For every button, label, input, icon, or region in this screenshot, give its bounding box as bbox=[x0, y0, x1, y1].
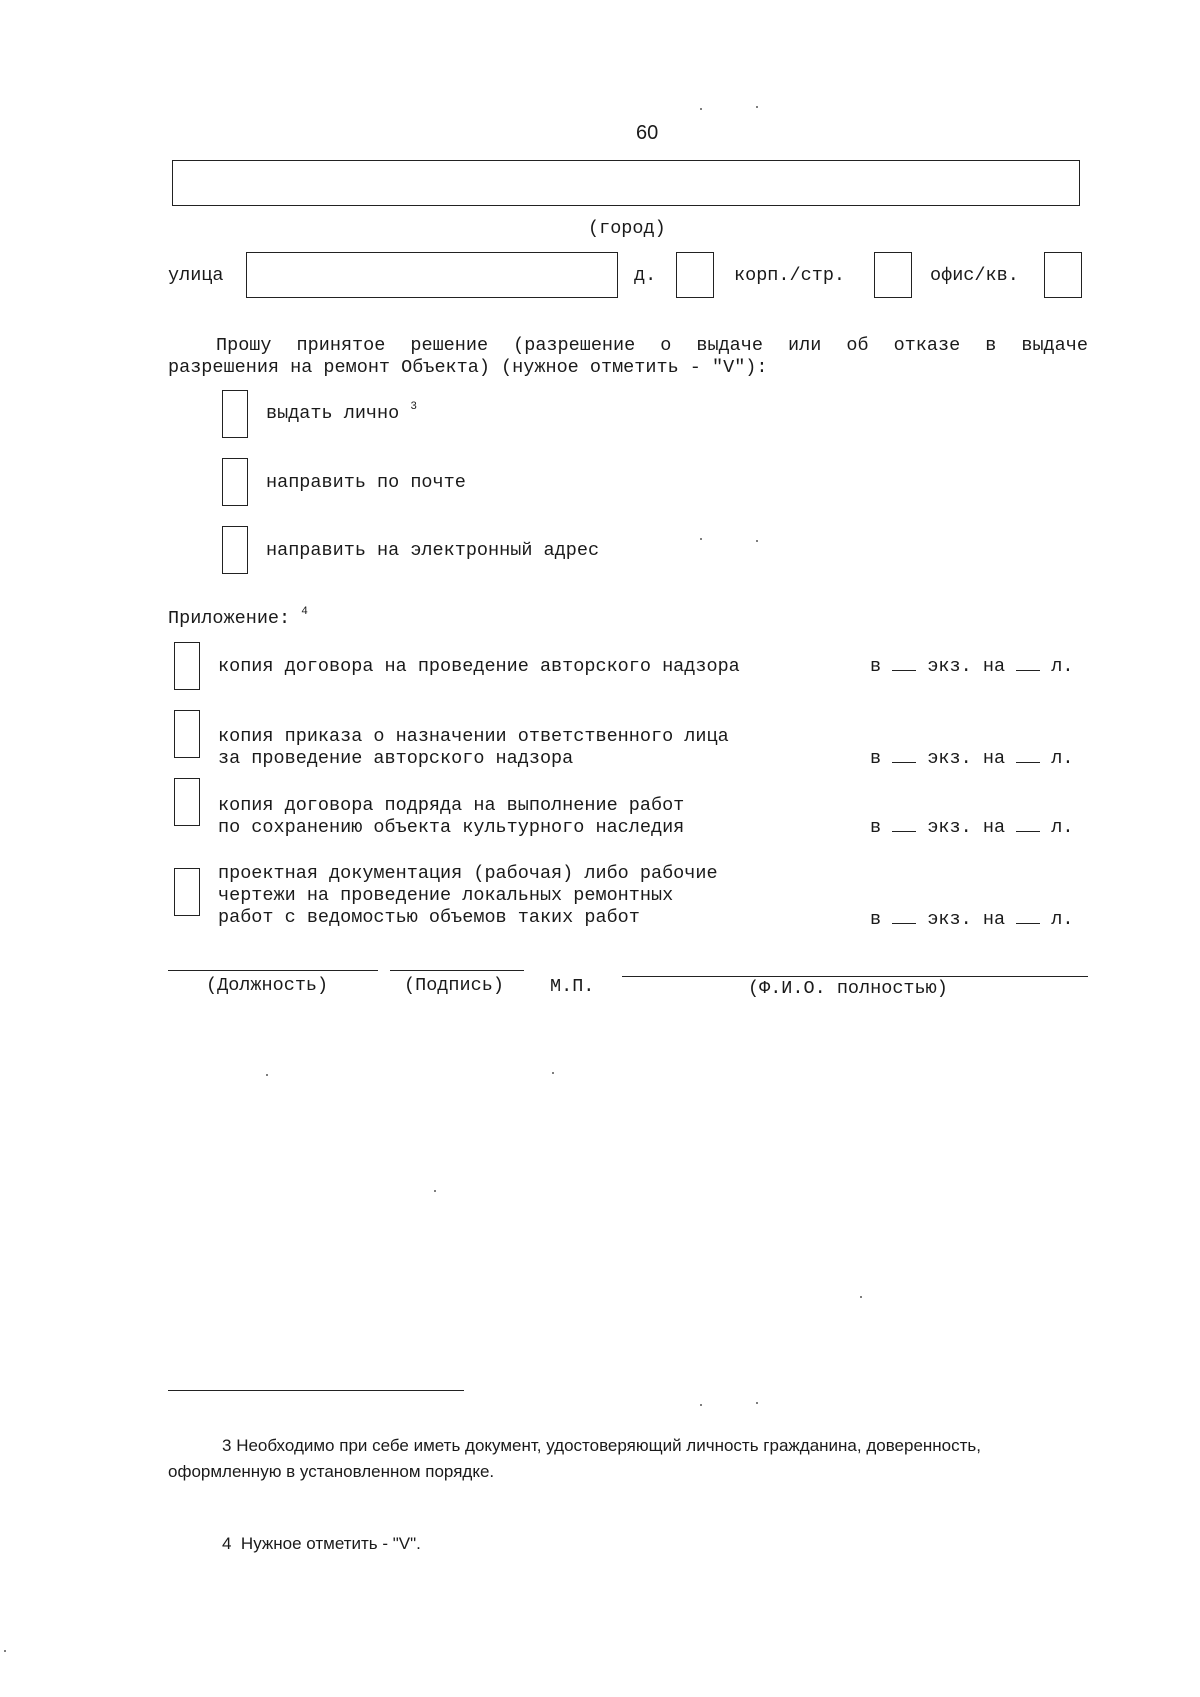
signature-line bbox=[390, 970, 524, 971]
footnote-ref-4: 4 bbox=[301, 606, 308, 618]
appendix-item-2-line-1: копия приказа о назначении ответственного лица bbox=[218, 726, 729, 747]
appendix-item-4-line-2: чертежи на проведение локальных ремонтных bbox=[218, 885, 674, 906]
footnote-text: Необходимо при себе иметь документ, удостоверяющий личность гражданина, доверенность, bbox=[236, 1436, 981, 1455]
request-word: выдаче bbox=[696, 335, 763, 356]
option-checkbox-in-person[interactable] bbox=[222, 390, 248, 438]
office-field[interactable] bbox=[1044, 252, 1082, 298]
scan-speck bbox=[700, 1404, 702, 1406]
scan-speck bbox=[434, 1190, 436, 1192]
appendix-item-1-count: в экз. на л. bbox=[870, 656, 1074, 677]
footnote-number: 3 bbox=[222, 1436, 232, 1455]
scan-speck bbox=[860, 1296, 862, 1298]
appendix-item-1-line-1: копия договора на проведение авторского надзора bbox=[218, 656, 740, 677]
scan-speck bbox=[552, 1072, 554, 1074]
full-name-caption: (Ф.И.О. полностью) bbox=[748, 978, 948, 999]
scan-speck bbox=[756, 1402, 758, 1404]
appendix-item-4-count: в экз. на л. bbox=[870, 909, 1074, 930]
footnote-3 bbox=[222, 1436, 981, 1456]
appendix-item-4-line-3: работ с ведомостью объемов таких работ bbox=[218, 907, 640, 928]
house-field[interactable] bbox=[676, 252, 714, 298]
appendix-checkbox-3[interactable] bbox=[174, 778, 200, 826]
request-word: о bbox=[660, 335, 672, 356]
appendix-item-3-count: в экз. на л. bbox=[870, 817, 1074, 838]
building-field[interactable] bbox=[874, 252, 912, 298]
appendix-item-2-count: в экз. на л. bbox=[870, 748, 1074, 769]
city-caption: (город) bbox=[588, 218, 666, 239]
request-word: отказе bbox=[893, 335, 961, 356]
request-word: решение bbox=[410, 335, 489, 356]
office-label: офис/кв. bbox=[930, 265, 1019, 286]
footnote-text: Нужное отметить - "V". bbox=[240, 1534, 421, 1553]
page-number: 60 bbox=[636, 122, 659, 144]
appendix-item-3-line-2: по сохранению объекта культурного наследия bbox=[218, 817, 685, 838]
street-field[interactable] bbox=[246, 252, 618, 298]
footnote-3-continued: оформленную в установленном порядке. bbox=[168, 1462, 495, 1481]
scan-speck bbox=[266, 1074, 268, 1076]
request-word: в bbox=[985, 335, 997, 356]
request-word: (разрешение bbox=[513, 335, 636, 356]
position-caption: (Должность) bbox=[206, 975, 329, 996]
footnote-ref-3: 3 bbox=[410, 401, 417, 413]
stamp-caption: М.П. bbox=[550, 976, 595, 997]
city-field[interactable] bbox=[172, 160, 1080, 206]
scan-speck bbox=[700, 108, 702, 110]
option-label-email: направить на электронный адрес bbox=[266, 540, 600, 561]
option-checkbox-email[interactable] bbox=[222, 526, 248, 574]
option-label-in-person: выдать лично $^3$ bbox=[266, 401, 417, 424]
request-line-2: разрешения на ремонт Объекта) (нужное отметить - "V"): bbox=[168, 357, 768, 378]
scan-speck bbox=[756, 540, 758, 542]
appendix-item-3-line-1: копия договора подряда на выполнение работ bbox=[218, 795, 685, 816]
request-word: принятое bbox=[296, 335, 386, 356]
position-line bbox=[168, 970, 378, 971]
request-line-1 bbox=[216, 335, 1088, 356]
building-label: корп./стр. bbox=[734, 265, 846, 286]
request-word: об bbox=[846, 335, 869, 356]
appendix-item-2-line-2: за проведение авторского надзора bbox=[218, 748, 574, 769]
appendix-item-4-line-1: проектная документация (рабочая) либо рабочие bbox=[218, 863, 718, 884]
footnote-separator bbox=[168, 1390, 464, 1391]
scan-speck bbox=[4, 1650, 6, 1652]
option-checkbox-mail[interactable] bbox=[222, 458, 248, 506]
footnote-number: 4 bbox=[222, 1534, 232, 1553]
request-word: выдаче bbox=[1021, 335, 1088, 356]
street-label: улица bbox=[168, 265, 224, 286]
scan-speck bbox=[700, 538, 702, 540]
scan-speck bbox=[756, 106, 758, 108]
full-name-line bbox=[622, 976, 1088, 977]
house-label: д. bbox=[634, 265, 657, 286]
request-word: Прошу bbox=[216, 335, 272, 356]
option-label-mail: направить по почте bbox=[266, 472, 466, 493]
appendix-checkbox-4[interactable] bbox=[174, 868, 200, 916]
request-word: или bbox=[788, 335, 822, 356]
appendix-title: Приложение: $^4$ bbox=[168, 606, 308, 629]
appendix-checkbox-2[interactable] bbox=[174, 710, 200, 758]
footnote-4 bbox=[222, 1534, 421, 1554]
signature-caption: (Подпись) bbox=[404, 975, 504, 996]
appendix-checkbox-1[interactable] bbox=[174, 642, 200, 690]
